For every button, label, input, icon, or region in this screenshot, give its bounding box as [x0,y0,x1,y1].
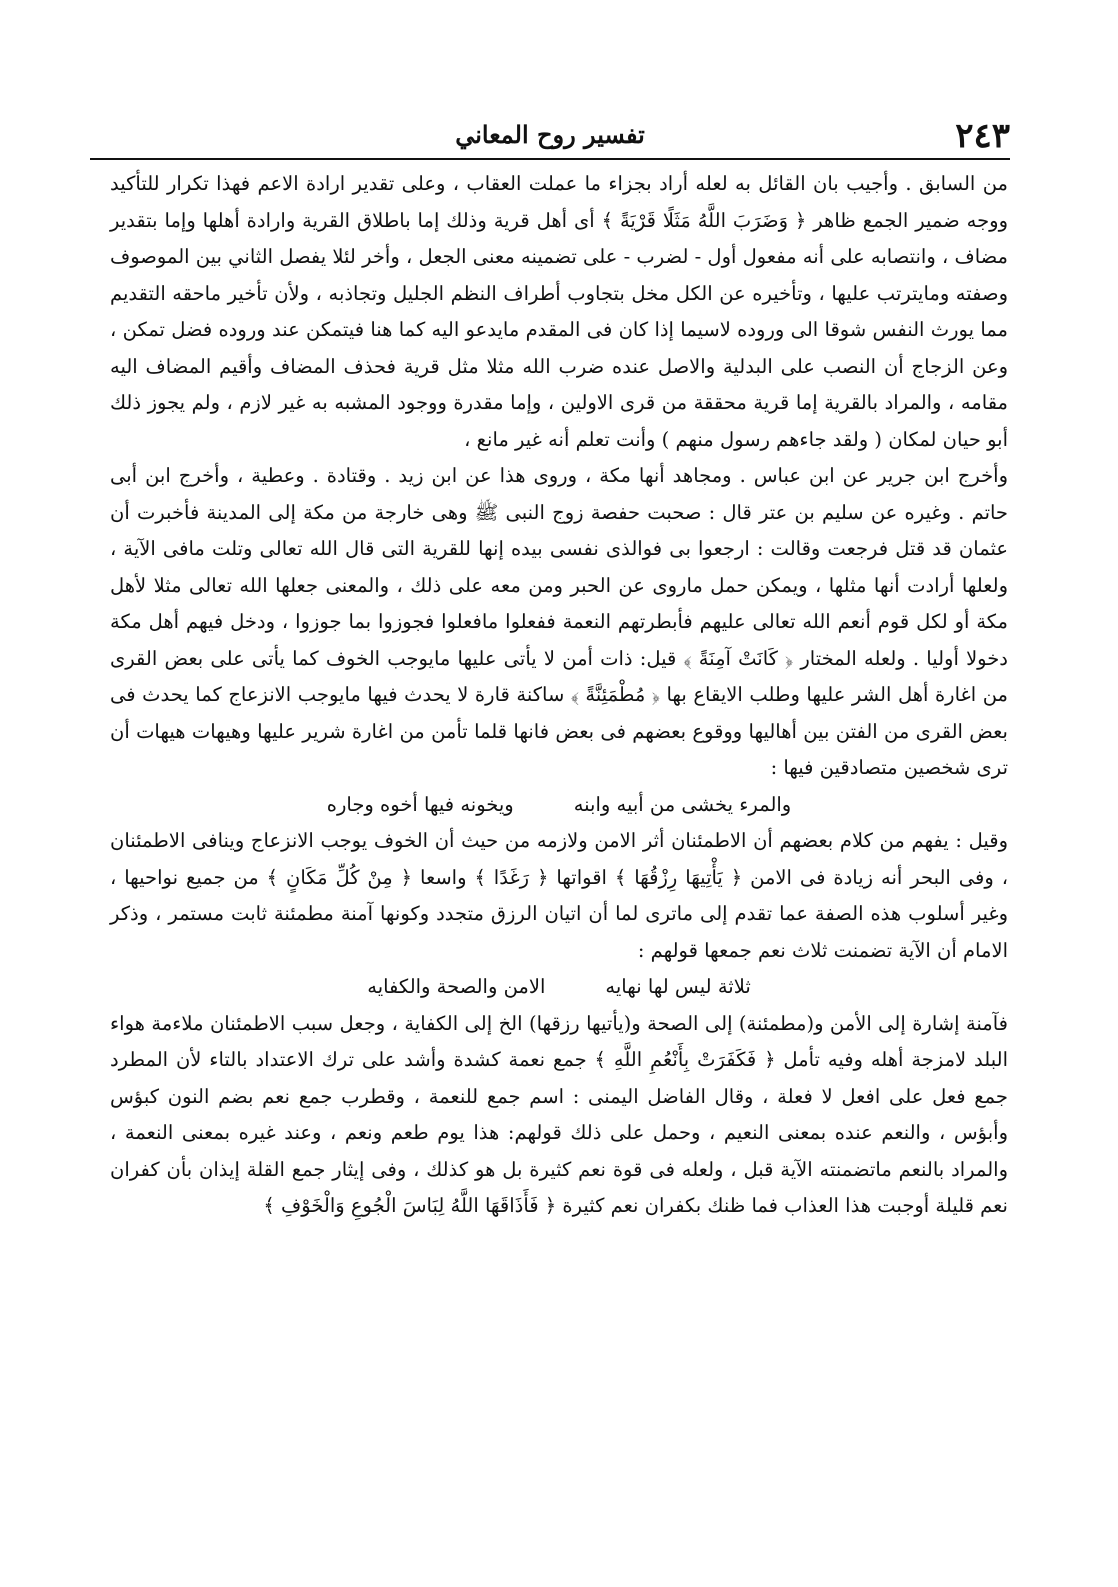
running-title: تفسير روح المعاني [455,120,645,149]
verse-2-first-hemistich: ثلاثة ليس لها نهايه [605,975,751,998]
poetry-verse-1 [110,787,1008,824]
paragraph-2: وأخرج ابن جرير عن ابن عباس . ومجاهد أنها مكة ، وروى هذا عن ابن زيد . وقتادة . وعطية ، وأخرج ابن أبى حاتم . وغيره عن سليم بن عتر قال : صحبت حفصة زوج النبى ﷺ وهى خارجة من مكة إلى المدينة فأخبرت أن عثمان قد قتل فرجعت وقالت : ارجعوا بى فوالذى نفسى بيده إنها للقرية التى قال الله تعالى وتلت مافى الآية ، ولعلها أرادت أنها مثلها ، ويمكن حمل ماروى عن الحبر ومن معه على ذلك ، والمعنى جعلها الله تعالى مثلا لأهل مكة أو لكل قوم أنعم الله تعالى عليهم فأبطرتهم النعمة ففعلوا مافعلوا فجوزوا بما جوزوا ، ودخل فيهم أهل مكة دخولا أوليا . ولعله المختار ﴿ كَانَتْ آمِنَةً ﴾ قيل: ذات أمن لا يأتى عليها مايوجب الخوف كما يأتى على بعض القرى من اغارة أهل الشر عليها وطلب الايقاع بها ﴿ مُطْمَئِنَّةً ﴾ ساكنة قارة لا يحدث فيها مايوجب الانزعاج كما يحدث فى بعض القرى من الفتن بين أهاليها ووقوع بعضهم فى بعض فانها قلما تأمن من اغارة شرير عليها وهيهات هيهات أن ترى شخصين متصادقين فيها : [110,464,1008,779]
verse-2-second-hemistich: الامن والصحة والكفايه [367,975,546,998]
page-number: ٢٤٣ [955,116,1010,156]
verse-1-first-hemistich: والمرء يخشى من أبيه وابنه [573,792,792,816]
body-text [110,166,1008,1225]
page-header [90,116,1010,160]
verse-1-second-hemistich: ويخونه فيها أخوه وجاره [326,792,514,816]
paragraph-4: فآمنة إشارة إلى الأمن و(مطمئنة) إلى الصحة و(يأتيها رزقها) الخ إلى الكفاية ، وجعل سبب الاطمئنان ملاءمة هواء البلد لامزجة أهله وفيه تأمل ﴿ فَكَفَرَتْ بِأَنْعُمِ اللَّهِ ﴾ جمع نعمة كشدة وأشد على ترك الاعتداد بالتاء لأن المطرد جمع فعل على افعل لا فعلة ، وقال الفاضل اليمنى : اسم جمع للنعمة ، وقطرب جمع نعم بضم النون كبؤس وأبؤس ، والنعم عنده بمعنى النعيم ، وحمل على ذلك قولهم: هذا يوم طعم ونعم ، وعند غيره بمعنى النعمة ، والمراد بالنعم ماتضمنته الآية قبل ، ولعله فى قوة نعم كثيرة بل هو كذلك ، وفى إيثار جمع القلة إيذان بأن كفران نعم قليلة أوجبت هذا العذاب فما ظنك بكفران نعم كثيرة ﴿ فَأَذَاقَهَا اللَّهُ لِبَاسَ الْجُوعِ وَالْخَوْفِ ﴾ [110,1011,1008,1217]
paragraph-1: من السابق . وأجيب بان القائل به لعله أراد بجزاء ما عملت العقاب ، وعلى تقدير ارادة الاعم فهذا تكرار للتأكيد ووجه ضمير الجمع ظاهر ﴿ وَضَرَبَ اللَّهُ مَثَلًا قَرْيَةً ﴾ أى أهل قرية وذلك إما باطلاق القرية وارادة أهلها وإما بتقدير مضاف ، وانتصابه على أنه مفعول أول - لضرب - على تضمينه معنى الجعل ، وأخر لئلا يفصل الثاني بين الموصوف وصفته ومايترتب عليها ، وتأخيره عن الكل مخل بتجاوب أطراف النظم الجليل وتجاذبه ، ولأن تأخير ماحقه التقديم مما يورث النفس شوقا الى وروده لاسيما إذا كان فى المقدم مايدعو اليه كما هنا فيتمكن عند وروده فضل تمكن ، وعن الزجاج أن النصب على البدلية والاصل عنده ضرب الله مثلا مثل قرية فحذف المضاف وأقيم المضاف اليه مقامه ، والمراد بالقرية إما قرية محققة من قرى الاولين ، وإما مقدرة ووجود المشبه به غير لازم ، ولم يجوز ذلك أبو حيان لمكان ( ولقد جاءهم رسول منهم ) وأنت تعلم أنه غير مانع ، [110,172,1008,451]
poetry-verse-2 [110,969,1008,1006]
paragraph-3: وقيل : يفهم من كلام بعضهم أن الاطمئنان أثر الامن ولازمه من حيث أن الخوف يوجب الانزعاج وينافى الاطمئنان ، وفى البحر أنه زيادة فى الامن ﴿ يَأْتِيهَا رِزْقُهَا ﴾ اقواتها ﴿ رَغَدًا ﴾ واسعا ﴿ مِنْ كُلِّ مَكَانٍ ﴾ من جميع نواحيها ، وغير أسلوب هذه الصفة عما تقدم إلى ماترى لما أن اتيان الرزق متجدد وكونها آمنة مطمئنة ثابت مستمر ، وذكر الامام أن الآية تضمنت ثلاث نعم جمعها قولهم : [110,829,1008,962]
